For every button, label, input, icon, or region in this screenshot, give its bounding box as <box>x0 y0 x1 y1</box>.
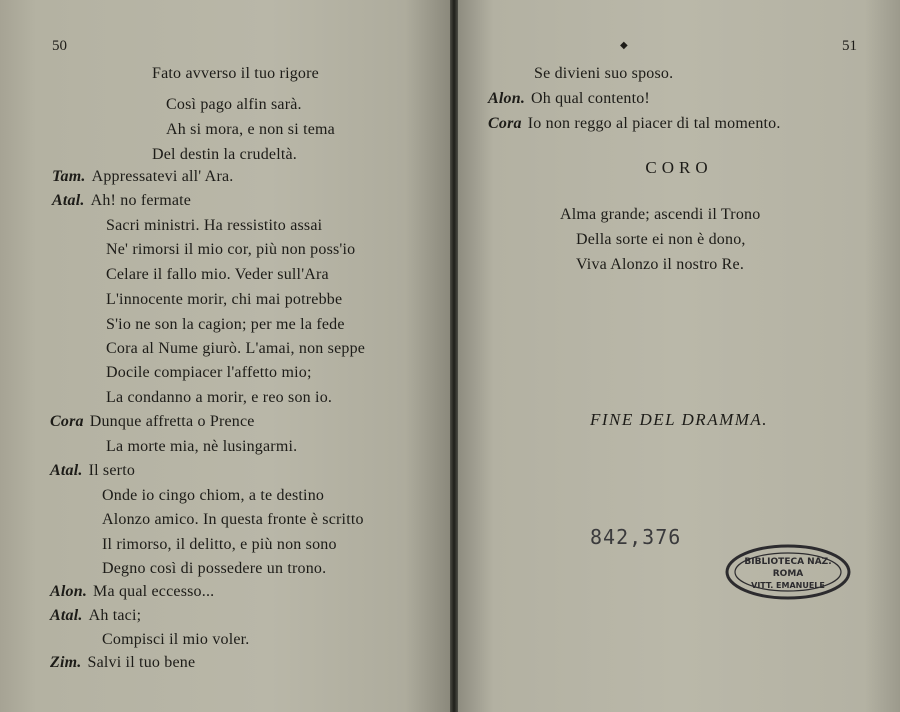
speaker-label: Cora <box>488 115 522 132</box>
verse-line <box>96 630 250 650</box>
verse-text: Cora al Nume giurò. L'amai, non seppe <box>106 340 366 357</box>
verse-line <box>146 145 297 165</box>
verse-line <box>50 653 195 673</box>
speaker-label: Atal. <box>52 192 85 209</box>
verse-line <box>146 64 319 84</box>
verse-line <box>50 582 214 602</box>
speaker-label: Alon. <box>488 90 526 107</box>
verse-line <box>100 363 312 383</box>
verse-text: Onde io cingo chiom, a te destino <box>102 487 325 504</box>
chorus-heading: CORO <box>645 158 713 177</box>
book-gutter <box>450 0 458 712</box>
verse-line <box>52 191 191 211</box>
verse-text: Salvi il tuo bene <box>87 654 196 671</box>
shelfmark: 842,376 <box>590 525 682 549</box>
speaker-label: Atal. <box>50 462 83 479</box>
stamp-text-middle: ROMA <box>772 569 804 579</box>
verse-text: Ah si mora, e non si tema <box>166 121 335 138</box>
speaker-label: Alon. <box>50 583 88 600</box>
speaker-label: Cora <box>50 413 84 430</box>
stamp-text-bottom: VITT. EMANUELE <box>751 581 825 590</box>
right-page <box>458 0 900 712</box>
chorus-line: Della sorte ei non è dono, <box>576 231 746 248</box>
verse-line <box>100 216 322 236</box>
verse-line <box>100 315 345 335</box>
speaker-label: Zim. <box>50 654 82 671</box>
verse-line <box>96 559 326 579</box>
verse-line <box>50 606 141 626</box>
verse-text: Così pago alfin sarà. <box>166 96 302 113</box>
stamp-oval-icon <box>723 542 853 602</box>
verse-line <box>50 412 255 432</box>
verse-text: Alonzo amico. In questa fronte è scritto <box>102 511 364 528</box>
verse-text: Sacri ministri. Ha ressistito assai <box>106 217 323 234</box>
verse-text: Il rimorso, il delitto, e più non sono <box>102 536 337 553</box>
printer-mark: ◆ <box>620 40 628 51</box>
verse-text: Oh qual contento! <box>531 90 650 107</box>
verse-line <box>100 240 355 260</box>
verse-text: Fato avverso il tuo rigore <box>152 65 319 82</box>
page-number-right: 51 <box>842 38 857 54</box>
verse-line <box>100 339 365 359</box>
verse-line <box>50 461 135 481</box>
verse-text: Se divieni suo sposo. <box>534 65 674 82</box>
verse-text: Ne' rimorsi il mio cor, più non poss'io <box>106 241 356 258</box>
verse-line <box>100 290 342 310</box>
speaker-label: Tam. <box>52 168 86 185</box>
verse-line <box>160 95 302 115</box>
verse-text: Degno così di possedere un trono. <box>102 560 327 577</box>
verse-line <box>96 510 364 530</box>
chorus-line: Viva Alonzo il nostro Re. <box>576 256 745 273</box>
verse-line <box>488 114 781 134</box>
verse-line <box>160 120 335 140</box>
verse-line <box>100 388 332 408</box>
chorus-line: Alma grande; ascendi il Trono <box>560 206 761 223</box>
verse-text: Dunque affretta o Prence <box>89 413 255 430</box>
library-stamp <box>723 542 853 602</box>
verse-text: La condanno a morir, e reo son io. <box>106 389 333 406</box>
verse-line <box>488 89 650 109</box>
stamp-text-top: BIBLIOTECA NAZ. <box>744 557 832 567</box>
verse-text: Celare il fallo mio. Veder sull'Ara <box>106 266 329 283</box>
speaker-label: Atal. <box>50 607 83 624</box>
verse-line <box>528 64 673 84</box>
verse-text: Docile compiacer l'affetto mio; <box>106 364 312 381</box>
verse-line <box>96 486 324 506</box>
verse-text: Del destin la crudeltà. <box>152 146 297 163</box>
verse-text: Ma qual eccesso... <box>93 583 215 600</box>
end-of-drama: FINE DEL DRAMMA. <box>589 410 769 429</box>
verse-text: Compisci il mio voler. <box>102 631 250 648</box>
verse-text: Appressatevi all' Ara. <box>91 168 234 185</box>
verse-line <box>52 167 233 187</box>
verse-text: Ah! no fermate <box>90 192 192 209</box>
verse-line <box>100 265 329 285</box>
verse-text: Io non reggo al piacer di tal momento. <box>527 115 781 132</box>
verse-text: La morte mia, nè lusingarmi. <box>106 438 298 455</box>
page-number-left: 50 <box>52 38 67 54</box>
verse-text: Ah taci; <box>88 607 142 624</box>
verse-line <box>96 535 337 555</box>
verse-text: S'io ne son la cagion; per me la fede <box>106 316 345 333</box>
verse-text: Il serto <box>88 462 136 479</box>
verse-line <box>100 437 297 457</box>
verse-text: L'innocente morir, chi mai potrebbe <box>106 291 343 308</box>
